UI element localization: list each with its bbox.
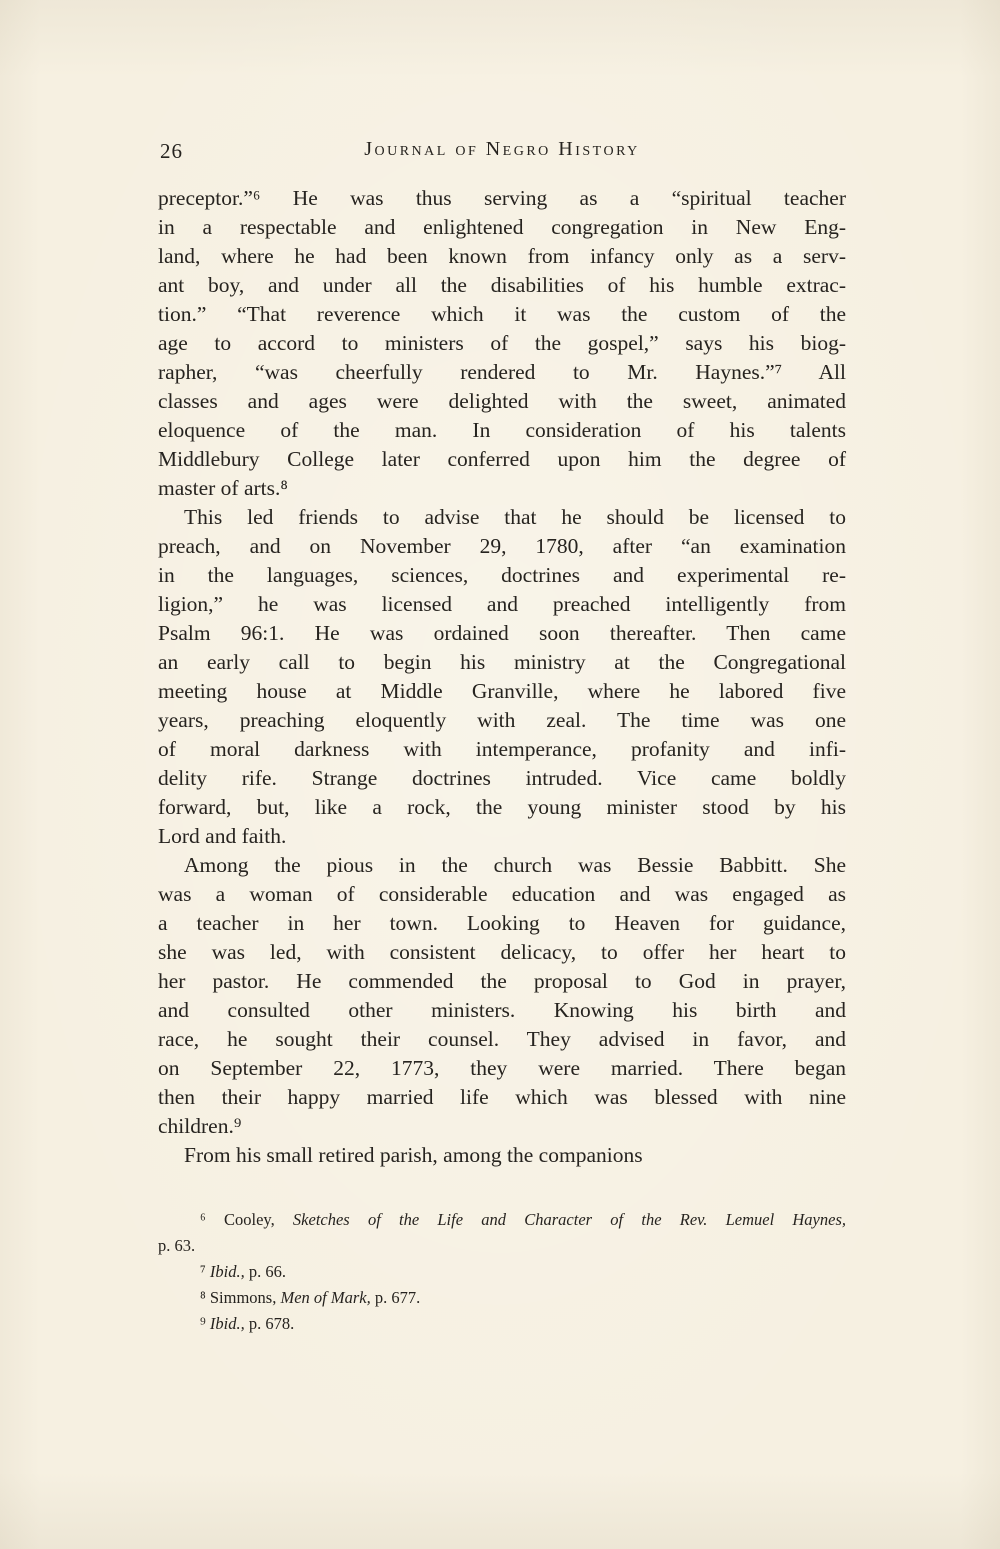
footnote-text: ⁹: [200, 1314, 210, 1333]
text-line: of moral darkness with intemperance, profanity and infi-: [158, 737, 846, 761]
text-line: Lord and faith.: [158, 824, 287, 848]
page-header: [158, 136, 846, 166]
footnote-line: [158, 1311, 846, 1337]
footnote-line: [158, 1285, 846, 1311]
footnote-text: p. 677.: [370, 1288, 421, 1307]
text-line: tion.” “That reverence which it was the custom of the: [158, 302, 846, 326]
text-line: preach, and on November 29, 1780, after “an examination: [158, 534, 846, 558]
footnote-line: [158, 1259, 846, 1285]
footnote-text: p. 66.: [244, 1262, 286, 1281]
text-line: From his small retired parish, among the companions: [184, 1143, 643, 1167]
text-line: in the languages, sciences, doctrines and experimental re-: [158, 563, 846, 587]
text-line: then their happy married life which was blessed with nine: [158, 1085, 846, 1109]
text-line: master of arts.⁸: [158, 476, 288, 500]
footnote-line: [158, 1233, 846, 1259]
text-line: delity rife. Strange doctrines intruded. Vice came boldly: [158, 766, 846, 790]
text-line: her pastor. He commended the proposal to God in prayer,: [158, 969, 846, 993]
footnote-text: ⁷: [200, 1262, 210, 1281]
footnote-work-title: Ibid.,: [209, 1314, 245, 1333]
text-line: Psalm 96:1. He was ordained soon thereafter. Then came: [158, 621, 846, 645]
footnote-work-title: Men of Mark,: [280, 1288, 371, 1307]
text-line: in a respectable and enlightened congregation in New Eng-: [158, 215, 846, 239]
text-line: meeting house at Middle Granville, where he labored five: [158, 679, 846, 703]
text-line: land, where he had been known from infancy only as a serv-: [158, 244, 846, 268]
text-line: and consulted other ministers. Knowing his birth and: [158, 998, 846, 1022]
footnote-line: [158, 1207, 846, 1233]
text-line: ant boy, and under all the disabilities of his humble extrac-: [158, 273, 846, 297]
page-number: 26: [160, 139, 183, 163]
text-line: on September 22, 1773, they were married. There began: [158, 1056, 846, 1080]
footnote-text: ⁸ Simmons,: [200, 1288, 281, 1307]
footnote-text: ⁶ Cooley,: [200, 1210, 293, 1229]
page-body: [158, 184, 846, 1170]
text-line: This led friends to advise that he should be licensed to: [184, 505, 846, 529]
text-line: children.⁹: [158, 1114, 242, 1138]
text-line: Among the pious in the church was Bessie Babbitt. She: [184, 853, 846, 877]
footnotes-section: [158, 1207, 846, 1337]
text-line: preceptor.”⁶ He was thus serving as a “spiritual teacher: [158, 186, 846, 210]
text-line: forward, but, like a rock, the young minister stood by his: [158, 795, 846, 819]
text-line: an early call to begin his ministry at the Congregational: [158, 650, 846, 674]
text-line: rapher, “was cheerfully rendered to Mr. Haynes.”⁷ All: [158, 360, 846, 384]
journal-title: Journal of Negro History: [364, 138, 640, 160]
footnote-text: p. 678.: [244, 1314, 295, 1333]
text-block: [158, 136, 846, 1337]
footnote-work-title: Ibid.,: [209, 1262, 245, 1281]
footnote-text: p. 63.: [158, 1236, 196, 1255]
footnote-work-title: Sketches of the Life and Character of the Rev. Lemuel Haynes,: [292, 1210, 846, 1229]
text-line: classes and ages were delighted with the sweet, animated: [158, 389, 846, 413]
text-line: she was led, with consistent delicacy, to offer her heart to: [158, 940, 846, 964]
text-line: race, he sought their counsel. They advised in favor, and: [158, 1027, 846, 1051]
text-line: ligion,” he was licensed and preached intelligently from: [158, 592, 846, 616]
text-line: a teacher in her town. Looking to Heaven for guidance,: [158, 911, 846, 935]
text-line: was a woman of considerable education and was engaged as: [158, 882, 846, 906]
text-line: years, preaching eloquently with zeal. The time was one: [158, 708, 846, 732]
text-line: Middlebury College later conferred upon him the degree of: [158, 447, 846, 471]
text-line: eloquence of the man. In consideration of his talents: [158, 418, 846, 442]
text-line: age to accord to ministers of the gospel,” says his biog-: [158, 331, 846, 355]
